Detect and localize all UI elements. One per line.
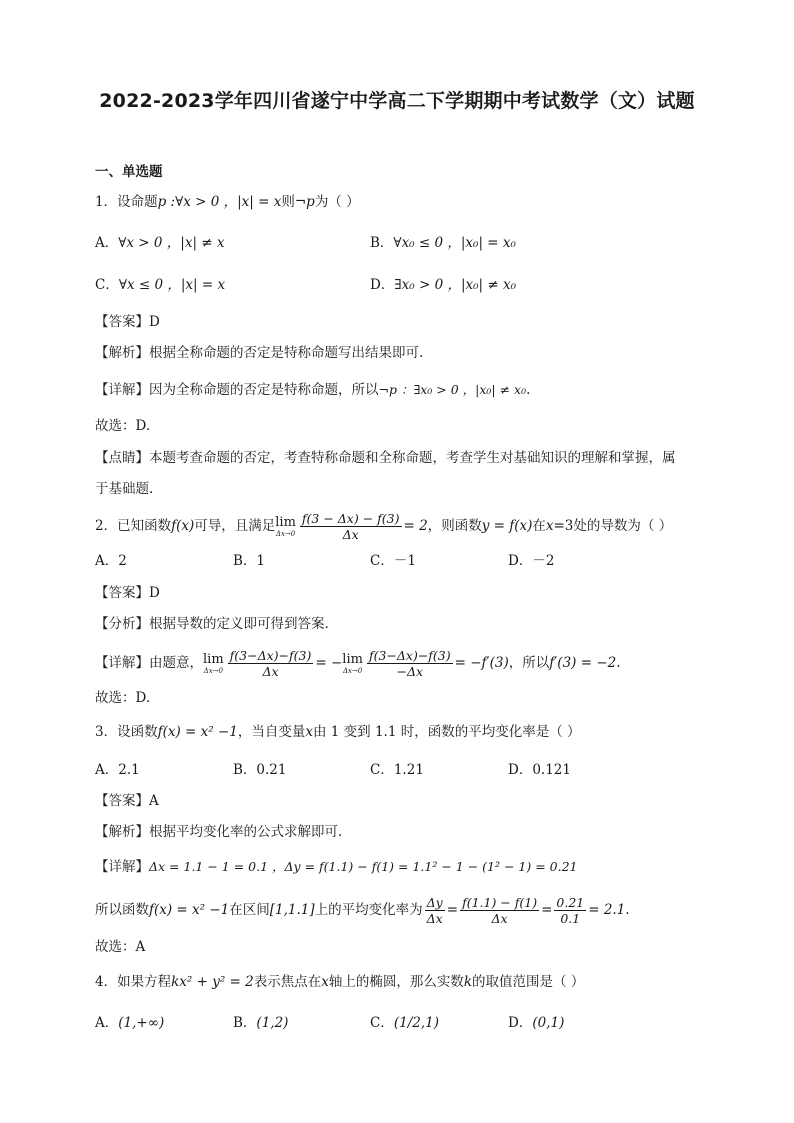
question-3-stem: 3．设函数f(x) = x² −1，当自变量x由 1 变到 1.1 时，函数的平均变化率是（ ） bbox=[95, 724, 581, 740]
question-1-option-b: B．∀x₀ ≤ 0 ，|x₀| = x₀ bbox=[370, 235, 516, 251]
question-2-option-d: D．－2 bbox=[508, 553, 555, 569]
page-title: 2022-2023学年四川省遂宁中学高二下学期期中考试数学（文）试题 bbox=[99, 90, 695, 112]
limit-fraction: $\frac{f(3 - \Delta x) - f(3)}{\Delta x}$ bbox=[301, 511, 400, 542]
question-3-option-a: A．2.1 bbox=[95, 762, 140, 778]
question-2-detail: 【详解】由题意， lim Δx→0 $\frac{f(3-\Delta x)-f(3)}{\Delta x}$ = − lim Δx→0 $\frac{f(3-\Delta x)-f(3)}{-\Delta x}$ = −f′(3)，所以f′(3) = −2. bbox=[95, 648, 621, 679]
question-4-option-c: C．(1/2,1) bbox=[370, 1015, 439, 1031]
question-4-option-b: B．(1,2) bbox=[233, 1015, 289, 1031]
question-3-summary: 所以函数f(x) = x² −1在区间[1,1.1]上的平均变化率为 $\frac{\Delta y}{\Delta x}$ = $\frac{f(1.1) - f(1)}{\Delta x}$ = $\frac{0.21}{0.1}$ = 2.1. bbox=[95, 895, 630, 926]
question-1-comment-cont: 于基础题. bbox=[95, 481, 154, 497]
question-2-answer: 【答案】D bbox=[95, 585, 160, 601]
question-3-choose: 故选：A bbox=[95, 939, 146, 955]
question-2-choose: 故选：D. bbox=[95, 690, 151, 706]
question-1-detail: 【详解】因为全称命题的否定是特称命题，所以¬p ：∃x₀ > 0 ，|x₀| ≠ x₀. bbox=[95, 382, 531, 398]
question-1-stem: 1．设命题p :∀x > 0 ，|x| = x则¬p为（ ） bbox=[95, 194, 360, 210]
question-2-option-b: B．1 bbox=[233, 553, 266, 569]
question-1-comment: 【点睛】本题考查命题的否定，考查特称命题和全称命题，考查学生对基础知识的理解和掌握，属 bbox=[95, 450, 676, 466]
question-3-analysis: 【解析】根据平均变化率的公式求解即可. bbox=[95, 824, 343, 840]
question-4-option-a: A．(1,+∞) bbox=[95, 1015, 165, 1031]
question-3-option-d: D．0.121 bbox=[508, 762, 571, 778]
section-heading: 一、单选题 bbox=[95, 164, 163, 180]
question-2-analysis: 【分析】根据导数的定义即可得到答案. bbox=[95, 616, 329, 632]
question-1-option-c: C．∀x ≤ 0 ，|x| = x bbox=[95, 277, 226, 293]
question-3-option-b: B．0.21 bbox=[233, 762, 287, 778]
question-2-option-a: A．2 bbox=[95, 553, 127, 569]
question-1-answer: 【答案】D bbox=[95, 314, 160, 330]
question-4-stem: 4．如果方程kx² + y² = 2表示焦点在x轴上的椭圆，那么实数k的取值范围是（ ） bbox=[95, 974, 585, 990]
question-3-detail: 【详解】Δx = 1.1 − 1 = 0.1 ，Δy = f(1.1) − f(1) = 1.1² − 1 − (1² − 1) = 0.21 bbox=[95, 859, 578, 875]
question-2-stem: 2．已知函数f(x)可导，且满足 lim Δx→0 $\frac{f(3 - \Delta x) - f(3)}{\Delta x}$ = 2，则函数y = f(x)在x=3处的导数为（ ） bbox=[95, 511, 673, 542]
question-3-option-c: C．1.21 bbox=[370, 762, 424, 778]
question-3-answer: 【答案】A bbox=[95, 793, 159, 809]
limit-symbol: lim Δx→0 bbox=[275, 514, 296, 538]
question-1-choose: 故选：D. bbox=[95, 418, 151, 434]
question-1-option-d: D．∃x₀ > 0 ，|x₀| ≠ x₀ bbox=[370, 277, 516, 293]
question-4-option-d: D．(0,1) bbox=[508, 1015, 565, 1031]
question-1-analysis: 【解析】根据全称命题的否定是特称命题写出结果即可. bbox=[95, 345, 424, 361]
question-2-option-c: C．－1 bbox=[370, 553, 416, 569]
question-1-option-a: A．∀x > 0 ，|x| ≠ x bbox=[95, 235, 225, 251]
